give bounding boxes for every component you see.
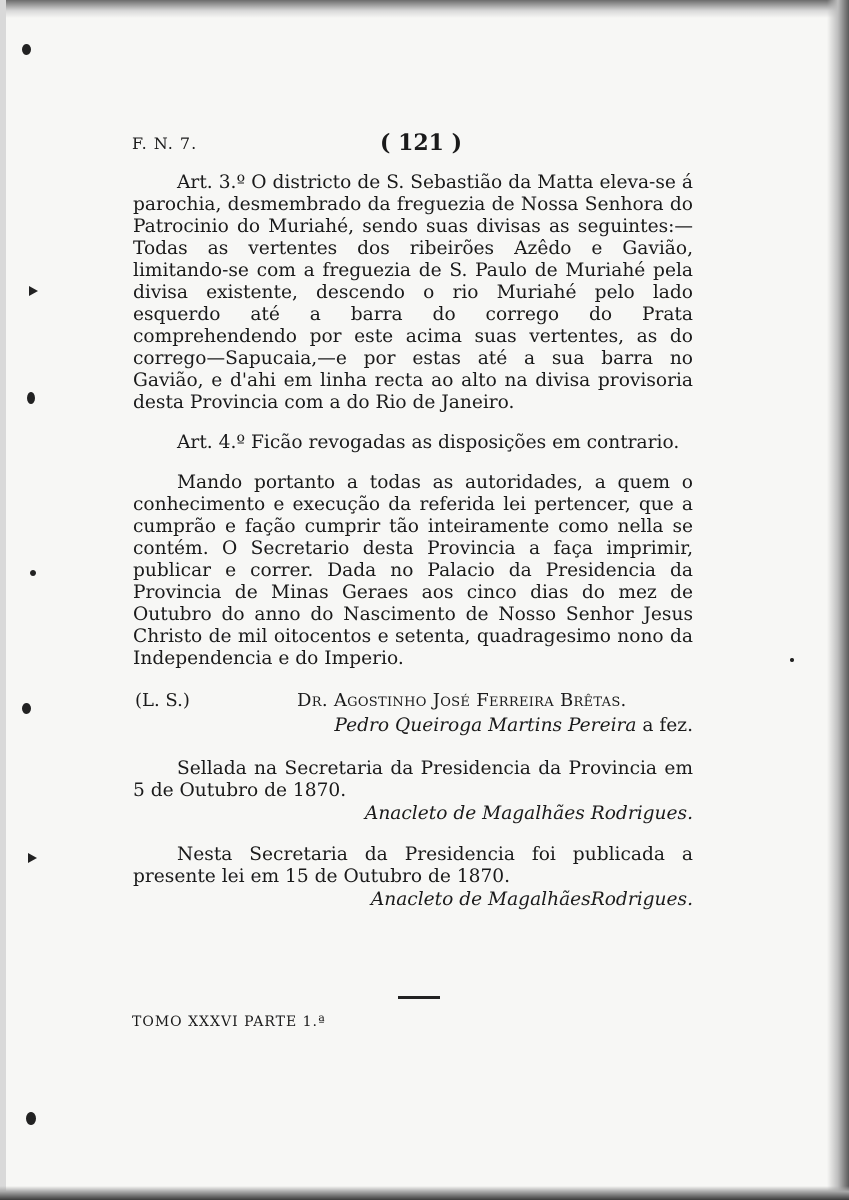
publicada-signer: Anacleto de MagalhãesRodrigues. [370,889,693,910]
clerk-line [133,714,693,738]
page-number: ( 121 ) [380,130,463,156]
speck-mark [790,658,794,662]
sellada-signer: Anacleto de Magalhães Rodrigues. [364,803,693,824]
scan-right-edge [827,0,849,1200]
scan-top-edge [0,0,849,18]
publicada-signer-line [133,888,693,912]
page-body [133,172,693,912]
publicada-text: Nesta Secretaria da Presidencia foi publicada a presente lei em 15 de Outubro de 1870. [133,844,693,887]
speck-mark [30,570,36,576]
speck-mark [26,1112,36,1125]
speck-mark [29,286,38,296]
volume-footer: TOMO XXXVI PARTE 1.ª [132,1014,326,1030]
publicada-paragraph [133,844,693,888]
speck-mark [28,853,37,863]
page-header [132,130,692,160]
speck-mark [27,392,35,404]
article-4 [133,432,693,454]
signature-mark: F. N. 7. [132,134,198,153]
scan-bottom-edge [0,1186,849,1200]
article-3-text: O districto de S. Sebastião da Matta eleva-se á parochia, desmembrado da freguezia de Nossa Senhora do Patrocinio do Muriahé, sendo suas divisas as seguintes:—Todas as vertentes dos ribeirões Azêdo e Gavião, limitando-se com a freguezia de S. Paulo de Muriahé pela divisa existente, descendo o rio Muriahé pelo lado esquerdo até a barra do corrego do Prata comprehendendo por este acima suas vertentes, as do corrego—Sapucaia,—e por estas até a sua barra no Gavião, e d'ahi em linha recta ao alto na divisa provisoria desta Provincia com a do Rio de Janeiro. [133,172,693,413]
speck-mark [22,44,31,55]
sellada-text: Sellada na Secretaria da Presidencia da Provincia em 5 de Outubro de 1870. [133,758,693,801]
seal-label: (L. S.) [135,690,190,711]
article-4-label: Art. 4.º [177,432,246,453]
mando-text: Mando portanto a todas as autoridades, a quem o conhecimento e execução da referida lei pertencer, que a cumprão e fação cumprir tão inteiramente como nella se contém. O Secretario desta Provincia a faça imprimir, publicar e correr. Dada no Palacio da Presidencia da Provincia de Minas Geraes aos cinco dias do mez de Outubro do anno do Nascimento de Nosso Senhor Jesus Christo de mil oitocentos e setenta, quadragesimo nono da Independencia e do Imperio. [133,472,693,669]
scan-left-edge [0,0,6,1200]
article-3 [133,172,693,414]
sellada-paragraph [133,758,693,802]
clerk-suffix: a fez. [636,715,693,736]
clerk-name: Pedro Queiroga Martins Pereira [334,715,637,736]
seal-and-governor [133,690,693,714]
mando-paragraph [133,472,693,670]
article-4-text: Ficão revogadas as disposições em contrario. [251,432,680,453]
governor-signature: Dr. Agostinho José Ferreira Brêtas. [297,690,627,711]
sellada-signer-line [133,802,693,826]
closing-rule [398,996,440,999]
article-3-label: Art. 3.º [177,172,246,193]
speck-mark [22,703,31,714]
